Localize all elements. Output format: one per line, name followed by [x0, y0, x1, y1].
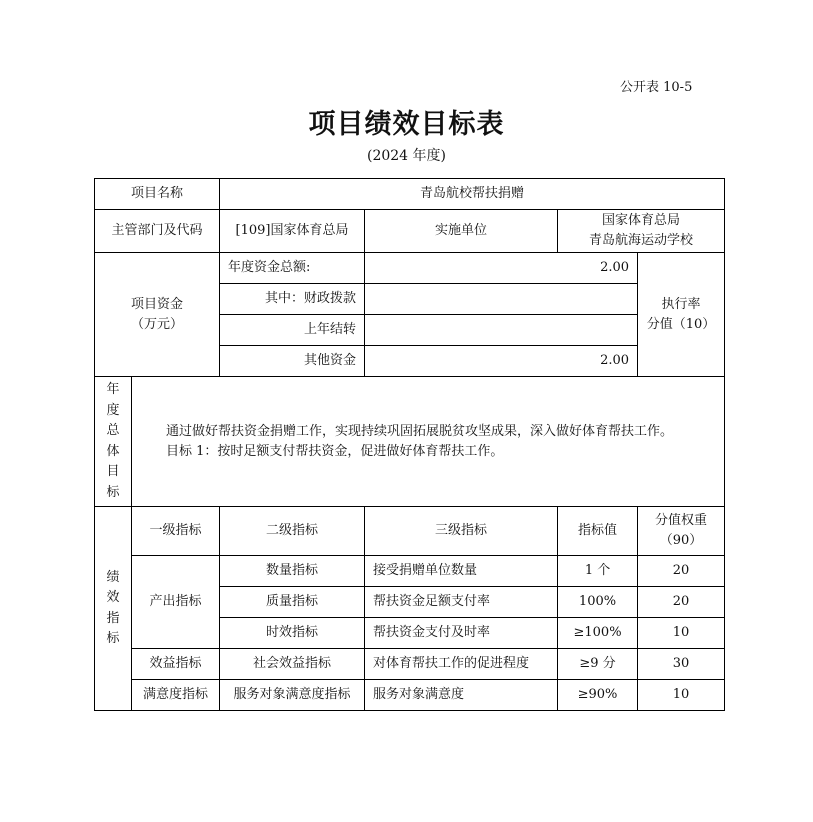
- exec-rate-line1: 执行率: [661, 296, 701, 312]
- annual-goal-char: 标: [106, 484, 120, 500]
- satisfaction-indicator-label: 满意度指标: [132, 680, 220, 711]
- level3-cell: 服务对象满意度: [365, 680, 558, 711]
- year-label: (2024 年度): [366, 148, 446, 164]
- form-number: 公开表 10-5: [620, 80, 693, 95]
- page-title: 项目绩效目标表: [308, 109, 505, 140]
- funds-label: [95, 253, 220, 377]
- dept-row: [95, 210, 725, 253]
- value-cell: ≥100%: [558, 618, 638, 649]
- annual-goal-char: 度: [106, 402, 120, 418]
- funds-label-line2: （万元）: [131, 316, 184, 332]
- weight-cell: 10: [638, 618, 725, 649]
- impl-unit-value: [558, 210, 725, 253]
- header-weight-line2: （90）: [659, 533, 703, 548]
- annual-goal-char: 体: [106, 443, 120, 459]
- funds-other-value: 2.00: [365, 346, 638, 377]
- output-indicator-label: 产出指标: [132, 556, 220, 649]
- funds-total-row: [95, 253, 725, 284]
- perf-indicator-label: [95, 507, 132, 711]
- annual-goal-line1: 通过做好帮扶资金捐赠工作，实现持续巩固拓展脱贫攻坚成果，深入做好体育帮扶工作。: [166, 423, 674, 439]
- funds-total-label: 年度资金总额:: [220, 253, 365, 284]
- project-name-label: 项目名称: [95, 179, 220, 210]
- perf-indicator-char: 标: [106, 631, 120, 646]
- project-name-row: [95, 179, 725, 210]
- perf-indicator-char: 效: [106, 590, 120, 605]
- level2-cell: 质量指标: [220, 587, 365, 618]
- level2-cell: 社会效益指标: [220, 649, 365, 680]
- level2-cell: 时效指标: [220, 618, 365, 649]
- funds-fiscal-value: [365, 284, 638, 315]
- annual-goal-line2: 目标 1：按时足额支付帮扶资金，促进做好体育帮扶工作。: [166, 443, 504, 459]
- weight-cell: 30: [638, 649, 725, 680]
- annual-goal-row: [95, 377, 725, 507]
- header-level2: 二级指标: [220, 507, 365, 556]
- annual-goal-char: 年: [106, 382, 120, 397]
- level2-cell: 服务对象满意度指标: [220, 680, 365, 711]
- value-cell: ≥9 分: [558, 649, 638, 680]
- weight-cell: 20: [638, 587, 725, 618]
- exec-rate-line2: 分值（10）: [646, 316, 716, 332]
- impl-unit-line1: 国家体育总局: [602, 213, 681, 228]
- annual-goal-label: [95, 377, 132, 507]
- level2-cell: 数量指标: [220, 556, 365, 587]
- exec-rate: [638, 253, 725, 377]
- funds-other-label: 其他资金: [220, 346, 365, 377]
- header-level3: 三级指标: [365, 507, 558, 556]
- table-row: [95, 556, 725, 587]
- benefit-indicator-label: 效益指标: [132, 649, 220, 680]
- funds-label-line1: 项目资金: [131, 296, 184, 312]
- funds-fiscal-label: 其中：财政拨款: [220, 284, 365, 315]
- performance-target-table: [94, 178, 725, 711]
- weight-cell: 10: [638, 680, 725, 711]
- perf-indicator-char: 绩: [106, 569, 120, 585]
- annual-goal-char: 总: [106, 423, 120, 438]
- header-level1: 一级指标: [132, 507, 220, 556]
- impl-unit-label: 实施单位: [365, 210, 558, 253]
- funds-carry-label: 上年结转: [220, 315, 365, 346]
- level3-cell: 帮扶资金足额支付率: [365, 587, 558, 618]
- annual-goal-char: 目: [106, 464, 120, 479]
- annual-goal-text: [132, 377, 725, 507]
- header-weight-line1: 分值权重: [655, 513, 708, 528]
- header-weight: [638, 507, 725, 556]
- funds-total-value: 2.00: [365, 253, 638, 284]
- level3-cell: 对体育帮扶工作的促进程度: [365, 649, 558, 680]
- impl-unit-line2: 青岛航海运动学校: [589, 233, 694, 248]
- project-name-value: 青岛航校帮扶捐赠: [220, 179, 725, 210]
- table-row: [95, 680, 725, 711]
- table-row: [95, 649, 725, 680]
- weight-cell: 20: [638, 556, 725, 587]
- value-cell: 100%: [558, 587, 638, 618]
- dept-value: [109]国家体育总局: [220, 210, 365, 253]
- perf-indicator-char: 指: [106, 610, 120, 626]
- value-cell: ≥90%: [558, 680, 638, 711]
- funds-carry-value: [365, 315, 638, 346]
- level3-cell: 接受捐赠单位数量: [365, 556, 558, 587]
- level3-cell: 帮扶资金支付及时率: [365, 618, 558, 649]
- header-value: 指标值: [558, 507, 638, 556]
- indicator-header-row: [95, 507, 725, 556]
- value-cell: 1 个: [558, 556, 638, 587]
- dept-label: 主管部门及代码: [95, 210, 220, 253]
